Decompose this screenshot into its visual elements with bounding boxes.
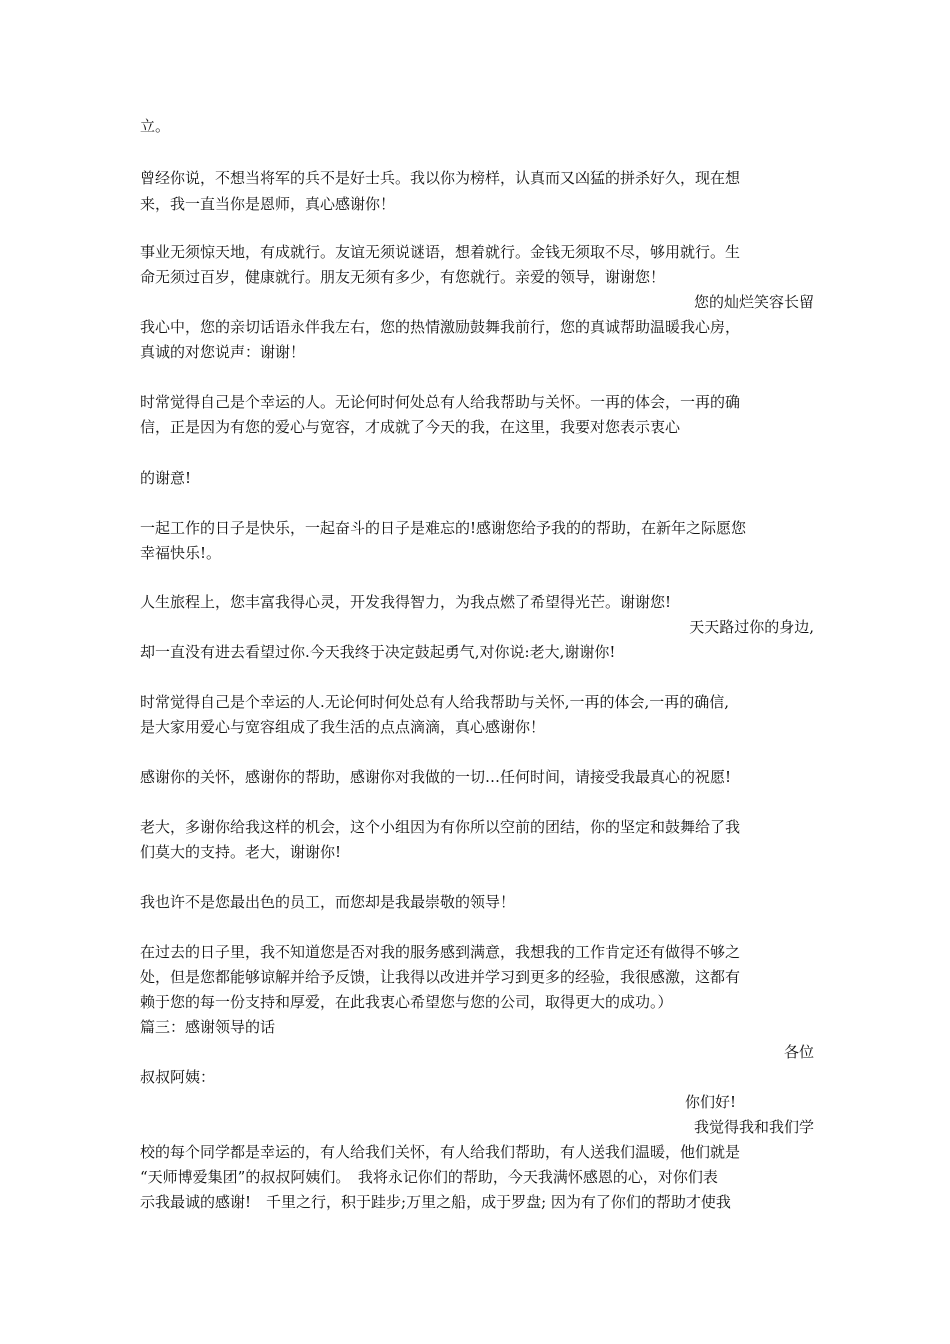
text-line: 真诚的对您说声：谢谢！ <box>140 343 306 361</box>
text-line: 时常觉得自己是个幸运的人.无论何时何处总有人给我帮助与关怀,一再的体会,一再的确信, <box>140 693 730 711</box>
section-heading: 篇三：感谢领导的话 <box>140 1018 276 1036</box>
text-line: 是大家用爱心与宽容组成了我生活的点点滴滴，真心感谢你！ <box>140 718 546 736</box>
text-line-right: 天天路过你的身边, <box>689 618 814 636</box>
text-line: 我也许不是您最出色的员工，而您却是我最崇敬的领导！ <box>140 893 516 911</box>
text-line: 却一直没有进去看望过你.今天我终于决定鼓起勇气,对你说:老大,谢谢你! <box>140 643 616 661</box>
text-line: 赖于您的每一份支持和厚爱，在此我衷心希望您与您的公司，取得更大的成功。） <box>140 993 673 1011</box>
text-line: 示我最诚的感谢! 千里之行，积于跬步;万里之船，成于罗盘; 因为有了你们的帮助才使我 <box>140 1193 731 1211</box>
text-line: 我心中，您的亲切话语永伴我左右，您的热情激励鼓舞我前行，您的真诚帮助温暖我心房， <box>140 318 741 336</box>
text-line-right: 各位 <box>783 1043 814 1061</box>
text-line: 处，但是您都能够谅解并给予反馈，让我得以改进并学习到更多的经验，我很感激，这都有 <box>140 968 741 986</box>
text-line: 命无须过百岁，健康就行。朋友无须有多少，有您就行。亲爱的领导，谢谢您！ <box>140 268 666 286</box>
salutation: 叔叔阿姨： <box>140 1068 216 1086</box>
text-line: 幸福快乐!。 <box>140 544 222 562</box>
greeting-line: 你们好! <box>684 1093 736 1111</box>
text-line: 事业无须惊天地，有成就行。友谊无须说谜语，想着就行。金钱无须取不尽，够用就行。生 <box>140 243 741 261</box>
text-line: 人生旅程上，您丰富我得心灵，开发我得智力，为我点燃了希望得光芒。谢谢您! <box>140 593 672 611</box>
text-line: 校的每个同学都是幸运的，有人给我们关怀，有人给我们帮助，有人送我们温暖，他们就是 <box>140 1143 741 1161</box>
text-line-right: 我觉得我和我们学 <box>693 1118 814 1136</box>
text-line: 立。 <box>140 117 171 135</box>
text-line: 来，我一直当你是恩师，真心感谢你！ <box>140 195 396 213</box>
text-line: 们莫大的支持。老大，谢谢你! <box>140 843 342 861</box>
text-line: 老大，多谢你给我这样的机会，这个小组因为有你所以空前的团结，你的坚定和鼓舞给了我 <box>140 818 741 836</box>
text-line: 在过去的日子里，我不知道您是否对我的服务感到满意，我想我的工作肯定还有做得不够之 <box>140 943 741 961</box>
text-line: 时常觉得自己是个幸运的人。无论何时何处总有人给我帮助与关怀。一再的体会，一再的确 <box>140 393 741 411</box>
text-line: 的谢意! <box>140 469 192 487</box>
text-line: 曾经你说，不想当将军的兵不是好士兵。我以你为榜样，认真而又凶猛的拼杀好久，现在想 <box>140 169 741 187</box>
text-line: “天师博爱集团”的叔叔阿姨们。 我将永记你们的帮助，今天我满怀感恩的心，对你们表 <box>140 1168 718 1186</box>
text-line: 信，正是因为有您的爱心与宽容，才成就了今天的我，在这里，我要对您表示衷心 <box>140 418 681 436</box>
text-line: 一起工作的日子是快乐，一起奋斗的日子是难忘的!感谢您给予我的的帮助，在新年之际愿您 <box>140 519 747 537</box>
text-line: 感谢你的关怀，感谢你的帮助，感谢你对我做的一切…任何时间，请接受我最真心的祝愿! <box>140 768 732 786</box>
text-line-right: 您的灿烂笑容长留 <box>693 293 814 311</box>
